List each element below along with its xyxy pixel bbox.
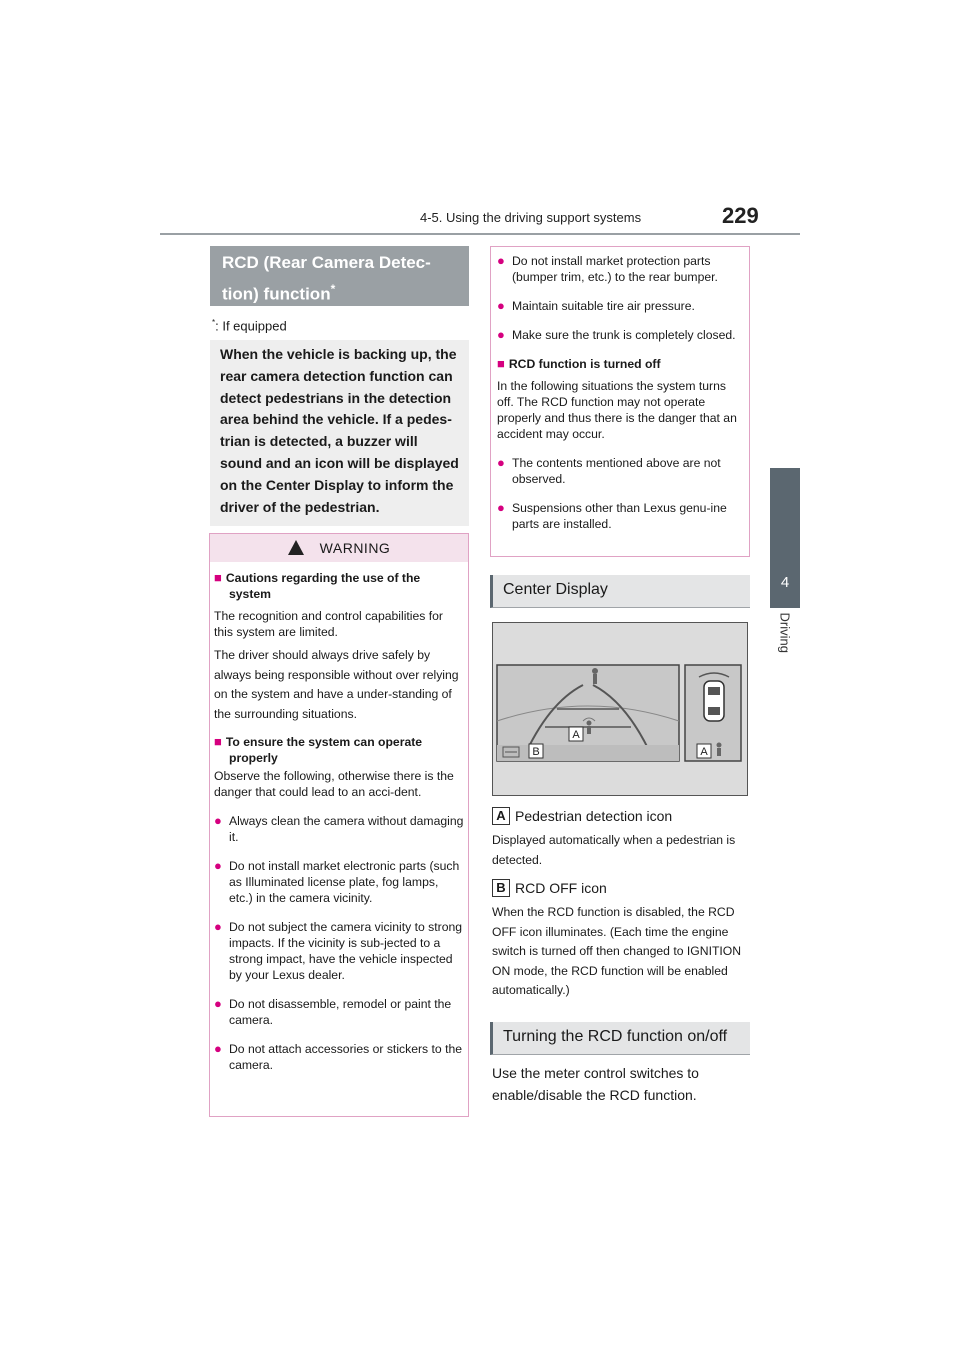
footnote-text: : If equipped xyxy=(215,318,287,334)
center-display-illustration xyxy=(493,623,747,795)
screen-label-b: B xyxy=(532,746,540,758)
item-a-description: Displayed automatically when a pedestrian is detected. xyxy=(492,833,736,867)
warning-paragraph: Observe the following, otherwise there is the danger that could lead to an acci-dent. xyxy=(214,769,454,799)
screen-label-a2: A xyxy=(700,746,708,758)
round-bullet-icon: ● xyxy=(214,813,222,828)
note-paragraph: In the following situations the system turns off. The RCD function may not operate properly and thus there is the danger that an accident may occur. xyxy=(497,379,737,441)
round-bullet-icon: ● xyxy=(497,327,505,342)
section-title-line1: RCD (Rear Camera Detec- xyxy=(222,253,431,272)
square-bullet-icon: ■ xyxy=(214,734,222,749)
warning-bullet: ● Do not attach accessories or stickers to the camera. xyxy=(214,1041,463,1072)
section-title-mark: * xyxy=(330,282,336,296)
note-bullet: ● Make sure the trunk is completely closed. xyxy=(497,327,736,342)
round-bullet-icon: ● xyxy=(497,500,505,515)
note-bullet: ● Do not install market protection parts (bumper trim, etc.) to the rear bumper. xyxy=(497,253,718,284)
item-b-title: RCD OFF icon xyxy=(515,880,607,896)
square-bullet-icon: ■ xyxy=(214,570,222,585)
intro-line: on the Center Display to inform the xyxy=(220,476,454,493)
chapter-tab xyxy=(770,468,800,608)
note-bullet: ● Suspensions other than Lexus genu-ine parts are installed. xyxy=(497,500,727,531)
turning-heading: Turning the RCD function on/off xyxy=(490,1022,750,1055)
label-b-icon: B xyxy=(492,879,510,897)
warning-paragraph: The recognition and control capabilities for this system are limited. xyxy=(214,609,443,639)
label-a-icon: A xyxy=(492,807,510,825)
pedestrian-detection-icon-small xyxy=(717,743,722,757)
warning-bullet: ● Always clean the camera without damaging it. xyxy=(214,813,464,844)
round-bullet-icon: ● xyxy=(497,253,505,268)
square-bullet-icon: ■ xyxy=(497,356,505,371)
intro-line: trian is detected, a buzzer will xyxy=(220,433,418,450)
header-rule xyxy=(160,233,800,235)
footnote-mark: * xyxy=(212,318,216,327)
center-display-heading: Center Display xyxy=(490,575,750,608)
footnote xyxy=(212,318,287,333)
intro-line: rear camera detection function can xyxy=(220,367,453,384)
warning-subheading: ■ To ensure the system can operate properly xyxy=(214,734,423,765)
page-number: 229 xyxy=(722,203,759,228)
round-bullet-icon: ● xyxy=(214,858,222,873)
warning-bullet: ● Do not disassemble, remodel or paint the camera. xyxy=(214,996,452,1027)
round-bullet-icon: ● xyxy=(497,298,505,313)
item-b-description: When the RCD function is disabled, the RCD OFF icon illuminates. (Each time the engine switch is turned off then changed to IGNITION ON mode, the RCD function will be enabled automatically.) xyxy=(492,905,742,997)
round-bullet-icon: ● xyxy=(214,996,222,1011)
round-bullet-icon: ● xyxy=(214,919,222,934)
intro-line: area behind the vehicle. If a pedes- xyxy=(220,411,452,428)
warning-subheading: ■ Cautions regarding the use of the system xyxy=(214,570,421,601)
intro-line: sound and an icon will be displayed xyxy=(220,454,459,471)
note-bullet: ● Maintain suitable tire air pressure. xyxy=(497,298,695,313)
section-title xyxy=(210,246,469,306)
note-subheading: ■ RCD function is turned off xyxy=(497,356,661,371)
warning-bullet: ● Do not install market electronic parts (such as Illuminated license plate, fog lamps, etc.) in the camera vicinity. xyxy=(214,858,460,905)
intro-line: detect pedestrians in the detection xyxy=(220,389,452,406)
intro-line: driver of the pedestrian. xyxy=(220,498,380,515)
chapter-label: Driving xyxy=(777,612,793,653)
note-bullet: ● The contents mentioned above are not observed. xyxy=(497,455,721,486)
item-a-title: Pedestrian detection icon xyxy=(515,808,673,824)
round-bullet-icon: ● xyxy=(497,455,505,470)
center-display-screen xyxy=(492,622,748,796)
warning-bullet: ● Do not subject the camera vicinity to strong impacts. If the vicinity is sub-jected to a strong impact, have the vehicle inspected by your Lexus dealer. xyxy=(214,919,463,982)
running-header: 4-5. Using the driving support systems xyxy=(420,210,642,225)
warning-box xyxy=(209,533,469,1117)
warning-triangle-icon xyxy=(288,540,304,555)
warning-header xyxy=(210,534,468,562)
caution-note-box xyxy=(490,246,750,557)
chapter-number: 4 xyxy=(780,574,790,591)
warning-paragraph: The driver should always drive safely by always being responsible without over relying on the system and have a under-standing of the surrounding situations. xyxy=(214,648,459,721)
screen-label-a: A xyxy=(572,729,580,741)
warning-heading: WARNING xyxy=(319,540,391,556)
warning-body xyxy=(210,562,468,1073)
round-bullet-icon: ● xyxy=(214,1041,222,1056)
section-title-line2: tion) function xyxy=(222,284,331,304)
intro-box xyxy=(210,340,469,526)
turning-body: Use the meter control switches to enable/disable the RCD function. xyxy=(492,1065,699,1103)
intro-line: When the vehicle is backing up, the xyxy=(220,346,457,362)
